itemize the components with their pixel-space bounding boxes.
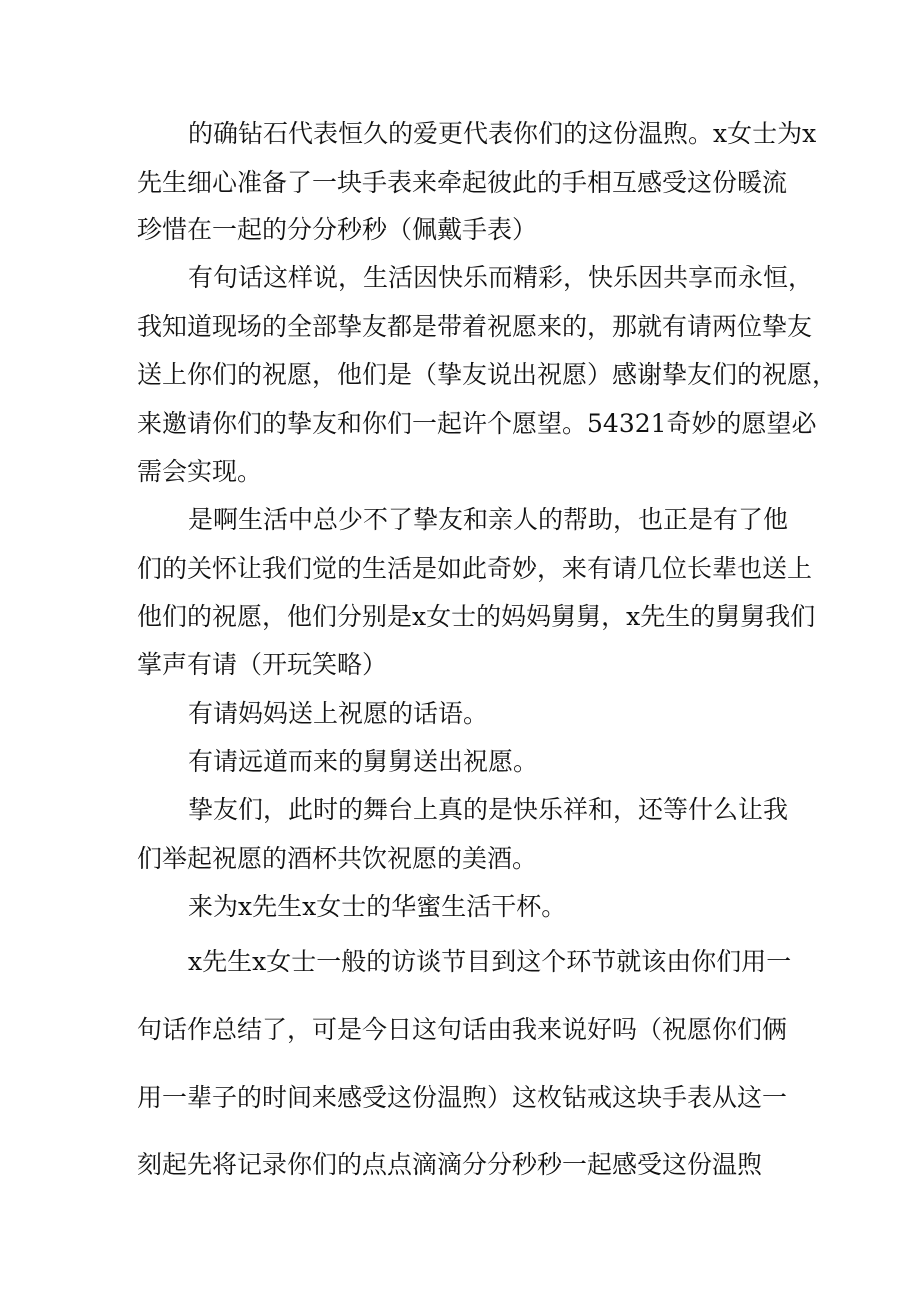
text-line-14: 有请远道而来的舅舅送出祝愿。 [188,747,539,776]
text-line-19: 句话作总结了，可是今日这句话由我来说好吗（祝愿你们俩 [137,1015,788,1044]
text-line-18: x先生x女士一般的访谈节目到这个环节就该由你们用一 [188,947,792,976]
text-line-20: 用一辈子的时间来感受这份温煦）这枚钻戒这块手表从这一 [137,1083,788,1112]
text-line-15: 挚友们，此时的舞台上真的是快乐祥和，还等什么让我 [188,795,789,824]
text-line-16: 们举起祝愿的酒杯共饮祝愿的美酒。 [137,844,538,873]
text-line-12: 掌声有请（开玩笑略） [137,650,388,679]
text-line-10: 们的关怀让我们觉的生活是如此奇妙，来有请几位长辈也送上 [137,554,813,583]
text-line-7: 来邀请你们的挚友和你们一起许个愿望。54321奇妙的愿望必 [137,409,817,438]
text-line-11: 他们的祝愿，他们分别是x女士的妈妈舅舅，x先生的舅舅我们 [137,602,816,631]
text-line-3: 珍惜在一起的分分秒秒（佩戴手表） [137,215,538,244]
text-line-8: 需会实现。 [137,457,263,486]
text-line-5: 我知道现场的全部挚友都是带着祝愿来的，那就有请两位挚友 [137,312,813,341]
text-line-4: 有句话这样说，生活因快乐而精彩，快乐因共享而永恒， [188,263,814,292]
text-line-9: 是啊生活中总少不了挚友和亲人的帮助，也正是有了他 [188,505,789,534]
text-line-13: 有请妈妈送上祝愿的话语。 [188,699,489,728]
text-line-1: 的确钻石代表恒久的爱更代表你们的这份温煦。x女士为x [188,119,817,148]
text-line-21: 刻起先将记录你们的点点滴滴分分秒秒一起感受这份温煦 [137,1150,763,1179]
text-line-6: 送上你们的祝愿，他们是（挚友说出祝愿）感谢挚友们的祝愿， [137,360,838,389]
text-line-2: 先生细心准备了一块手表来牵起彼此的手相互感受这份暖流 [137,168,788,197]
text-line-17: 来为x先生x女士的华蜜生活干杯。 [188,892,567,921]
